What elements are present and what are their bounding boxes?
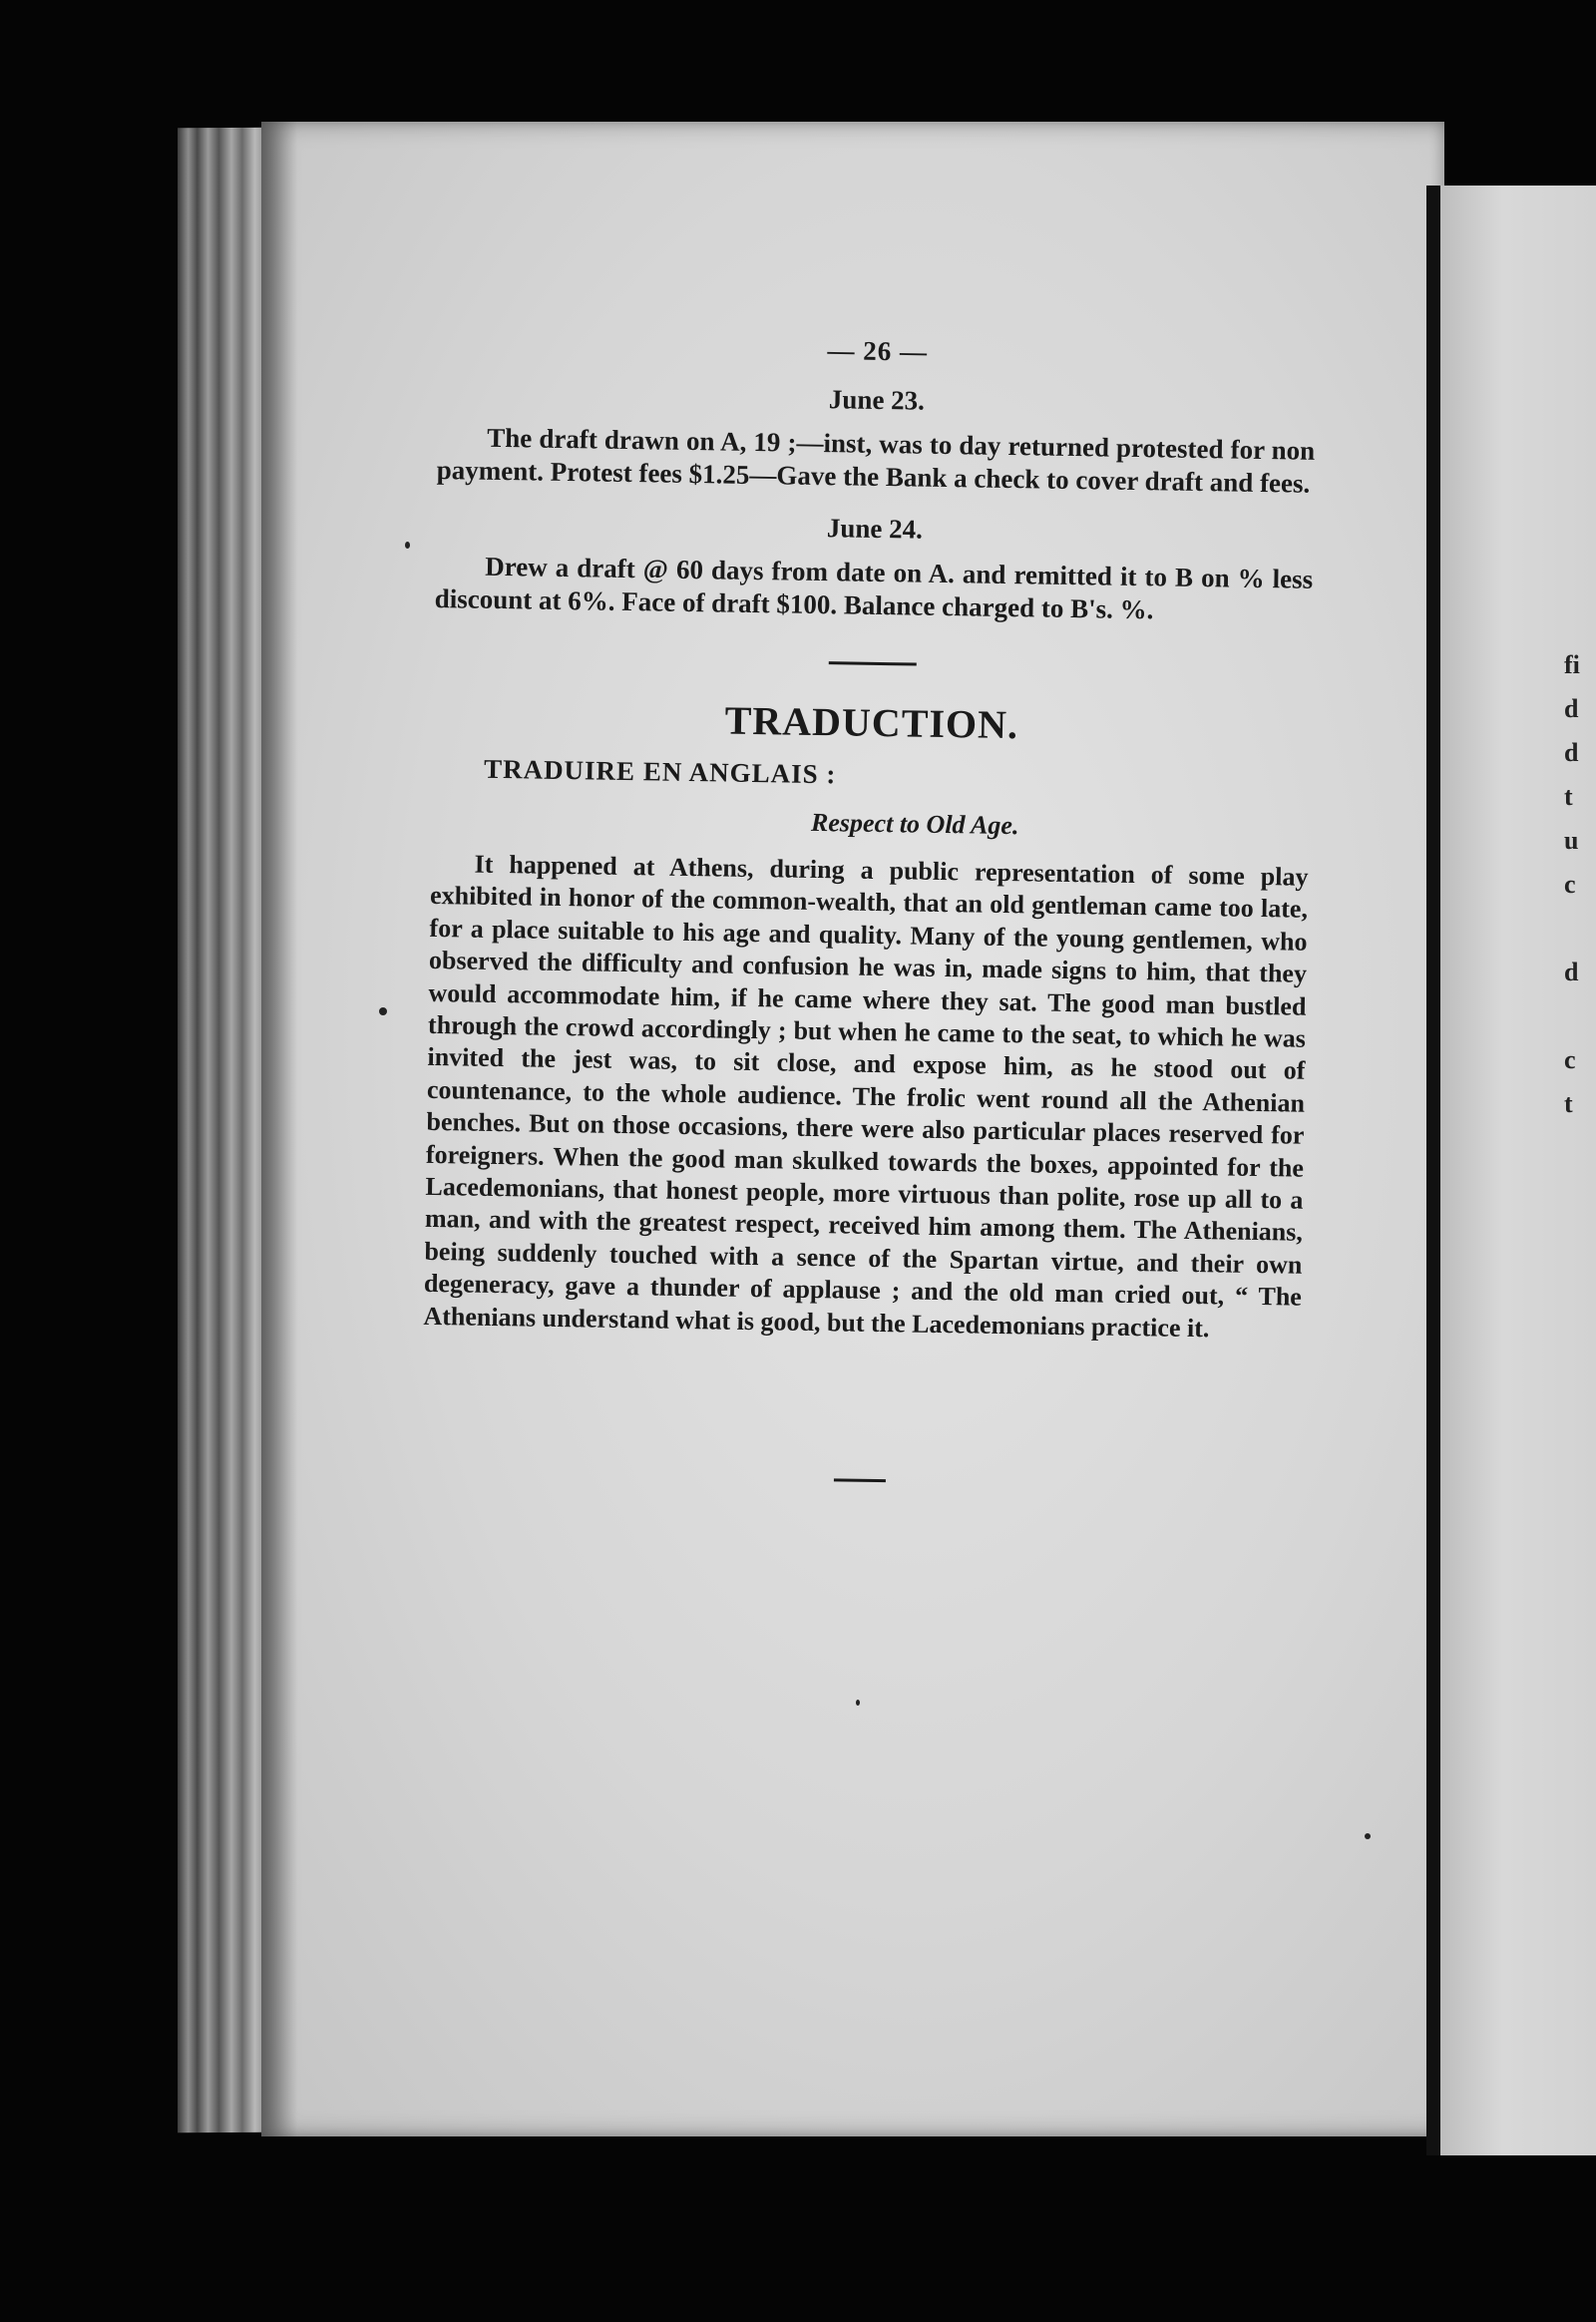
section-divider [829, 661, 917, 665]
facing-letter [1564, 994, 1594, 1038]
book-page-edges [178, 128, 267, 2132]
facing-letter: c [1564, 1045, 1576, 1074]
story-paragraph: It happened at Athens, during a public representation of some play exhibited in honor of the common-wealth, that an old gentleman came too late, for a place suitable to his age and quality. Many of the young gentlemen, who observed the difficulty and confusion he was in, made signs to him, that they would accommodate him, if he came where they sat. The good man bustled through the crowd accordingly ; but when he came to the seat, to which he was invited the jest was, to sit close, and expose him, as he stood out of countenance, to the whole audience. The frolic went round all the Athenian benches. But on those occasions, there were also particular places reserved for foreigners. When the good man skulked towards the boxes, appointed for the Lacedemonians, that honest people, more virtuous than polite, rose up all to a man, and with the greatest respect, received him among them. The Athenians, being suddenly touched with a sence of the Spartan virtue, and their own degeneracy, gave a thunder of applause ; and the old man cried out, “ The Athenians understand what is good, but the Lacedemonians practice it. [423, 849, 1309, 1343]
entry-date: June 23. [828, 384, 926, 416]
entry-date: June 24. [826, 513, 924, 545]
facing-letter: c [1564, 870, 1576, 899]
facing-letter: t [1564, 782, 1573, 811]
page-content [421, 329, 1317, 1489]
facing-letter: d [1564, 694, 1579, 723]
entry-text: Drew a draft @ 60 days from date on A. and remitted it to B on % less discount at 6%. Face of draft $100. Balance charged to B's. %. [434, 551, 1314, 625]
story-title: Respect to Old Age. [810, 807, 1019, 841]
facing-letter: d [1564, 958, 1579, 986]
entry-text: The draft drawn on A, 19 ;—inst, was to day returned protested for non payment. Protest fees $1.25—Gave the Bank a check to cover draft and fees. [436, 422, 1316, 499]
facing-letter: fi [1564, 650, 1580, 679]
facing-page-text-fragment [1564, 643, 1594, 1126]
scan-speck [405, 542, 410, 549]
page-number: — 26 — [827, 335, 929, 367]
facing-letter: d [1564, 738, 1579, 767]
scan-speck [1365, 1833, 1371, 1839]
section-subtitle: TRADUIRE EN ANGLAIS : [483, 753, 837, 790]
book-gutter [1426, 186, 1440, 2155]
page-binding-shadow [261, 122, 297, 2136]
facing-letter [1564, 907, 1594, 951]
scan-speck [379, 1007, 387, 1015]
scan-speck [856, 1700, 860, 1706]
section-title: TRADUCTION. [724, 697, 1019, 748]
facing-page [1440, 186, 1596, 2155]
facing-letter: u [1564, 826, 1579, 855]
facing-letter: t [1564, 1089, 1573, 1118]
